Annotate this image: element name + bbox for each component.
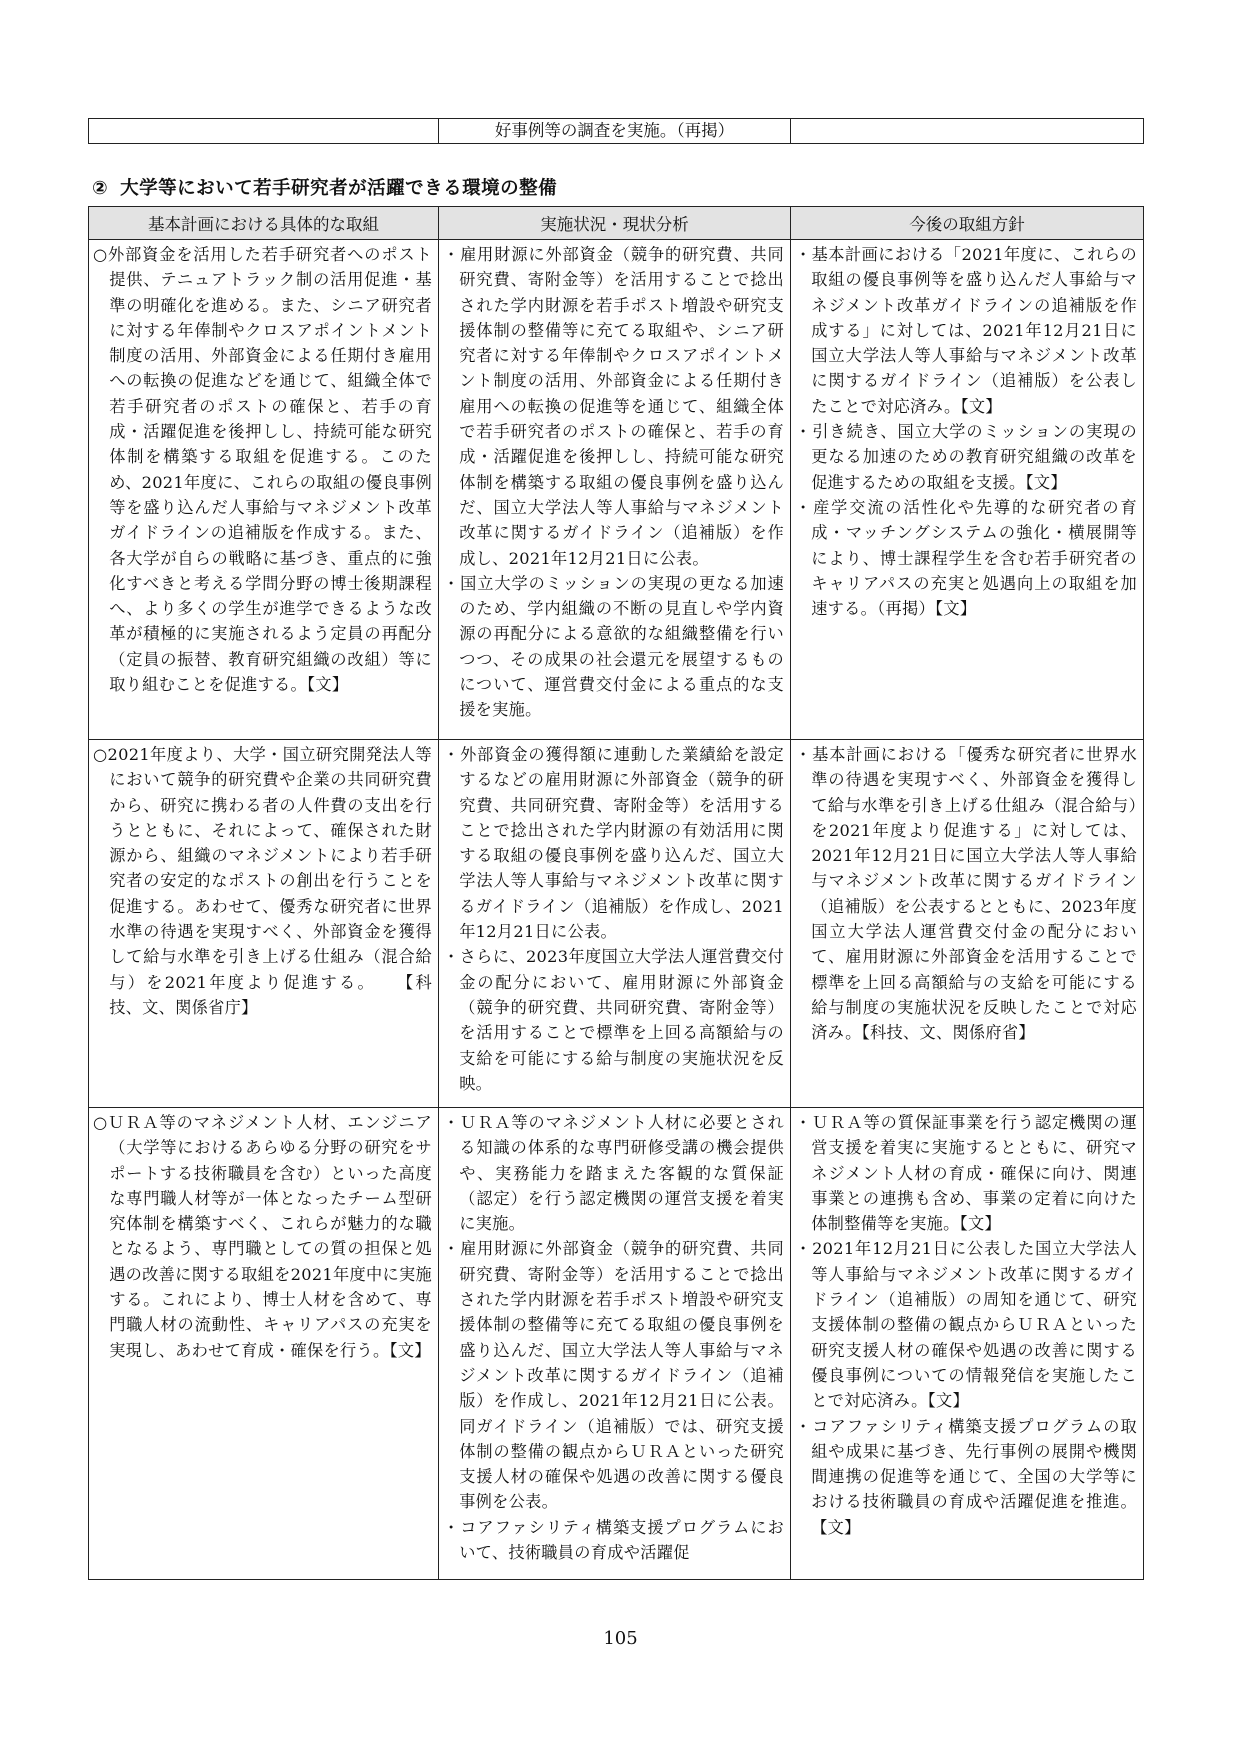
continued-plan-cell — [89, 119, 439, 144]
status-cell — [439, 740, 791, 1108]
status-item: ・コアファシリティ構築支援プログラムにおいて、技術職員の育成や活躍促 — [443, 1517, 784, 1563]
plan-text: ○ＵＲＡ等のマネジメント人材、エンジニア（大学等におけるあらゆる分野の研究をサポートする技術職員を含む）といった高度な専門職人材等が一体となったチーム型研究体制を構築すべく、これらが魅力的な職となるよう、専門職としての質の担保と処遇の改善に関する取組を2021年度中に実施する。これにより、博士人材を含めて、専門職人材の流動性、キャリアパスの充実を実現し、あわせて育成・確保を行う。【文】 — [93, 1113, 432, 1360]
policy-item: ・基本計画における「2021年度に、これらの取組の優良事例等を盛り込んだ人事給与マネジメント改革ガイドラインの追補版を作成する」に対しては、2021年12月21日に国立大学法人等人事給与マネジメント改革に関するガイドライン（追補版）を公表したことで対応済み。【文】 — [795, 245, 1137, 416]
status-item: ・雇用財源に外部資金（競争的研究費、共同研究費、寄附金等）を活用することで捻出された学内財源を若手ポスト増設や研究支援体制の整備等に充てる取組や、シニア研究者に対する年俸制やクロスアポイントメント制度の活用、外部資金による任期付き雇用への転換の促進等を通じて、組織全体で若手研究者のポストの確保と、若手の育成・活躍促進を後押しし、持続可能な研究体制を構築する取組の優良事例を盛り込んだ、国立大学法人等人事給与マネジメント改革に関するガイドライン（追補版）を作成し、2021年12月21日に公表。 — [443, 245, 784, 568]
policy-cell — [791, 740, 1144, 1108]
policy-item: ・コアファシリティ構築支援プログラムの取組や成果に基づき、先行事例の展開や機関間連携の促進等を通じて、全国の大学等における技術職員の育成や活躍促進を推進。【文】 — [795, 1416, 1137, 1537]
status-cell — [439, 240, 791, 740]
table-header-row — [89, 207, 1144, 240]
status-item: ・さらに、2023年度国立大学法人運営費交付金の配分において、雇用財源に外部資金（競争的研究費、共同研究費、寄附金等）を活用することで標準を上回る高額給与の支給を可能にする給与制度の実施状況を反映。 — [443, 947, 784, 1093]
policy-item: ・引き続き、国立大学のミッションの実現の更なる加速のための教育研究組織の改革を促進するための取組を支援。【文】 — [795, 422, 1137, 492]
policy-item: ・2021年12月21日に公表した国立大学法人等人事給与マネジメント改革に関するガイドライン（追補版）の周知を通じて、研究支援体制の整備の観点からＵＲＡといった研究支援人材の確保や処遇の改善に関する優良事例についての情報発信を実施したことで対応済み。【文】 — [795, 1239, 1137, 1411]
plan-text: ○外部資金を活用した若手研究者へのポスト提供、テニュアトラック制の活用促進・基準の明確化を進める。また、シニア研究者に対する年俸制やクロスアポイントメント制度の活用、外部資金による任期付き雇用への転換の促進などを通じて、組織全体で若手研究者のポストの確保と、若手の育成・活躍促進を後押しし、持続可能な研究体制を構築する取組を促進する。このため、2021年度に、これらの取組の優良事例等を盛り込んだ人事給与マネジメント改革ガイドラインの追補版を作成する。また、各大学が自らの戦略に基づき、重点的に強化すべきと考える学問分野の博士後期課程へ、より多くの学生が進学できるような改革が積極的に実施されるよう定員の再配分（定員の振替、教育研究組織の改組）等に取り組むことを促進する。【文】 — [93, 245, 432, 695]
header-plan: 基本計画における具体的な取組 — [89, 207, 439, 240]
table-row — [89, 240, 1144, 740]
table-row — [89, 740, 1144, 1108]
plan-cell — [89, 1108, 439, 1580]
table-row — [89, 1108, 1144, 1580]
plan-text: ○2021年度より、大学・国立研究開発法人等において競争的研究費や企業の共同研究費から、研究に携わる者の人件費の支出を行うとともに、それによって、確保された財源から、組織のマネジメントにより若手研究者の安定的なポストの創出を行うことを促進する。あわせて、優秀な研究者に世界水準の待遇を実現すべく、外部資金を獲得して給与水準を引き上げる仕組み（混合給与）を2021年度より促進する。 【科技、文、関係省庁】 — [93, 745, 432, 1017]
policy-item: ・基本計画における「優秀な研究者に世界水準の待遇を実現すべく、外部資金を獲得して給与水準を引き上げる仕組み（混合給与）を2021年度より促進する」に対しては、2021年12月21日に国立大学法人等人事給与マネジメント改革に関するガイドライン（追補版）を公表するとともに、2023年度国立大学法人運営費交付金の配分において、雇用財源に外部資金を活用することで標準を上回る高額給与の支給を可能にする給与制度の実施状況を反映したことで対応済み。【科技、文、関係府省】 — [795, 745, 1137, 1043]
section-number: ② — [92, 178, 109, 199]
page-number: 105 — [603, 1628, 638, 1649]
continued-table — [88, 118, 1144, 144]
status-item: ・ＵＲＡ等のマネジメント人材に必要とされる知識の体系的な専門研修受講の機会提供や、実務能力を踏まえた客観的な質保証（認定）を行う認定機関の運営支援を着実に実施。 — [443, 1113, 784, 1234]
status-cell — [439, 1108, 791, 1580]
status-item: ・雇用財源に外部資金（競争的研究費、共同研究費、寄附金等）を活用することで捻出された学内財源を若手ポスト増設や研究支援体制の整備等に充てる取組の優良事例を盛り込んだ、国立大学法人等人事給与マネジメント改革に関するガイドライン（追補版）を作成し、2021年12月21日に公表。同ガイドライン（追補版）では、研究支援体制の整備の観点からＵＲＡといった研究支援人材の確保や処遇の改善に関する優良事例を公表。 — [443, 1239, 784, 1512]
section-heading — [92, 174, 557, 200]
status-item: ・国立大学のミッションの実現の更なる加速のため、学内組織の不断の見直しや学内資源の再配分による意欲的な組織整備を行いつつ、その成果の社会還元を展望するものについて、運営費交付金による重点的な支援を実施。 — [443, 573, 784, 720]
policy-cell — [791, 1108, 1144, 1580]
header-status: 実施状況・現状分析 — [439, 207, 791, 240]
section-title: 大学等において若手研究者が活躍できる環境の整備 — [120, 178, 558, 199]
header-policy: 今後の取組方針 — [791, 207, 1144, 240]
plan-cell — [89, 740, 439, 1108]
policy-item: ・産学交流の活性化や先導的な研究者の育成・マッチングシステムの強化・横展開等により、博士課程学生を含む若手研究者のキャリアパスの充実と処遇向上の取組を加速する。（再掲）【文】 — [795, 497, 1137, 619]
plan-cell — [89, 240, 439, 740]
policy-item: ・ＵＲＡ等の質保証事業を行う認定機関の運営支援を着実に実施するとともに、研究マネジメント人材の育成・確保に向け、関連事業との連携も含め、事業の定着に向けた体制整備等を実施。【文】 — [795, 1113, 1137, 1234]
status-item: ・外部資金の獲得額に連動した業績給を設定するなどの雇用財源に外部資金（競争的研究費、共同研究費、寄附金等）を活用することで捻出された学内財源の有効活用に関する取組の優良事例を盛り込んだ、国立大学法人等人事給与マネジメント改革に関するガイドライン（追補版）を作成し、2021年12月21日に公表。 — [443, 745, 784, 942]
policy-cell — [791, 240, 1144, 740]
measures-table — [88, 206, 1144, 1580]
continued-row — [89, 119, 1144, 144]
continued-policy-cell — [791, 119, 1144, 144]
continued-status-cell: 好事例等の調査を実施。（再掲） — [439, 119, 791, 144]
